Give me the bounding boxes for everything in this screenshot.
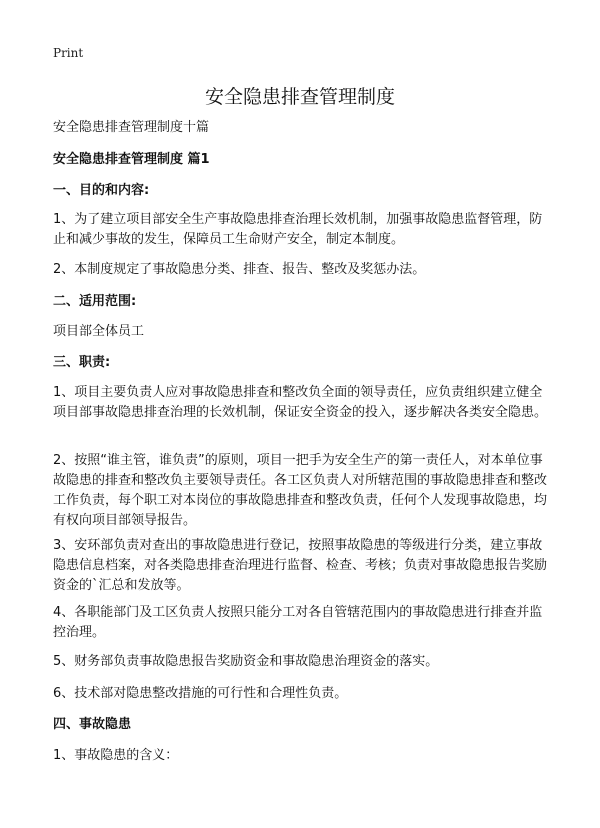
duties-paragraph-1: 1、项目主要负责人应对事故隐患排查和整改负全面的领导责任，应负责组织建立健全项目部事故隐患排查治理的长效机制，保证安全资金的投入，逐步解决各类安全隐患。: [53, 385, 548, 420]
section-heading-duties: 三、职责:: [53, 355, 111, 370]
document-title: 安全隐患排查管理制度: [204, 86, 395, 108]
article-heading: 安全隐患排查管理制度 篇1: [53, 152, 210, 167]
duties-paragraph-3: 3、安环部负责对查出的事故隐患进行登记，按照事故隐患的等级进行分类，建立事故隐患信息档案，对各类隐患排查治理进行监督、检查、考核；负责对事故隐患报告奖励资金的`汇总和发放等。: [53, 538, 548, 593]
section-heading-scope: 二、适用范围:: [53, 294, 137, 309]
duties-paragraph-2: 2、按照“谁主管，谁负责”的原则，项目一把手为安全生产的第一责任人，对本单位事故隐患的排查和整改负主要领导责任。各工区负责人对所辖范围的事故隐患排查和整改工作负责，每个职工对本岗位的事故隐患排查和整改负责，任何个人发现事故隐患，均有权向项目部领导报告。: [53, 453, 548, 528]
duties-paragraph-5: 5、财务部负责事故隐患报告奖励资金和事故隐患治理资金的落实。: [53, 654, 439, 669]
purpose-paragraph-2: 2、本制度规定了事故隐患分类、排查、报告、整改及奖惩办法。: [53, 262, 426, 277]
document-subtitle: 安全隐患排查管理制度十篇: [53, 120, 210, 135]
section-heading-hazards: 四、事故隐患: [53, 717, 132, 732]
print-link[interactable]: Print: [53, 46, 84, 60]
section-heading-purpose: 一、目的和内容:: [53, 183, 150, 198]
scope-paragraph-1: 项目部全体员工: [53, 324, 145, 339]
duties-paragraph-4: 4、各职能部门及工区负责人按照只能分工对各自管辖范围内的事故隐患进行排查并监控治理。: [53, 605, 543, 640]
hazards-paragraph-1: 1、事故隐患的含义：: [53, 748, 179, 763]
purpose-paragraph-1: 1、为了建立项目部安全生产事故隐患排查治理长效机制，加强事故隐患监督管理，防止和减少事故的发生，保障员工生命财产安全，制定本制度。: [53, 212, 543, 247]
duties-paragraph-6: 6、技术部对隐患整改措施的可行性和合理性负责。: [53, 686, 348, 701]
